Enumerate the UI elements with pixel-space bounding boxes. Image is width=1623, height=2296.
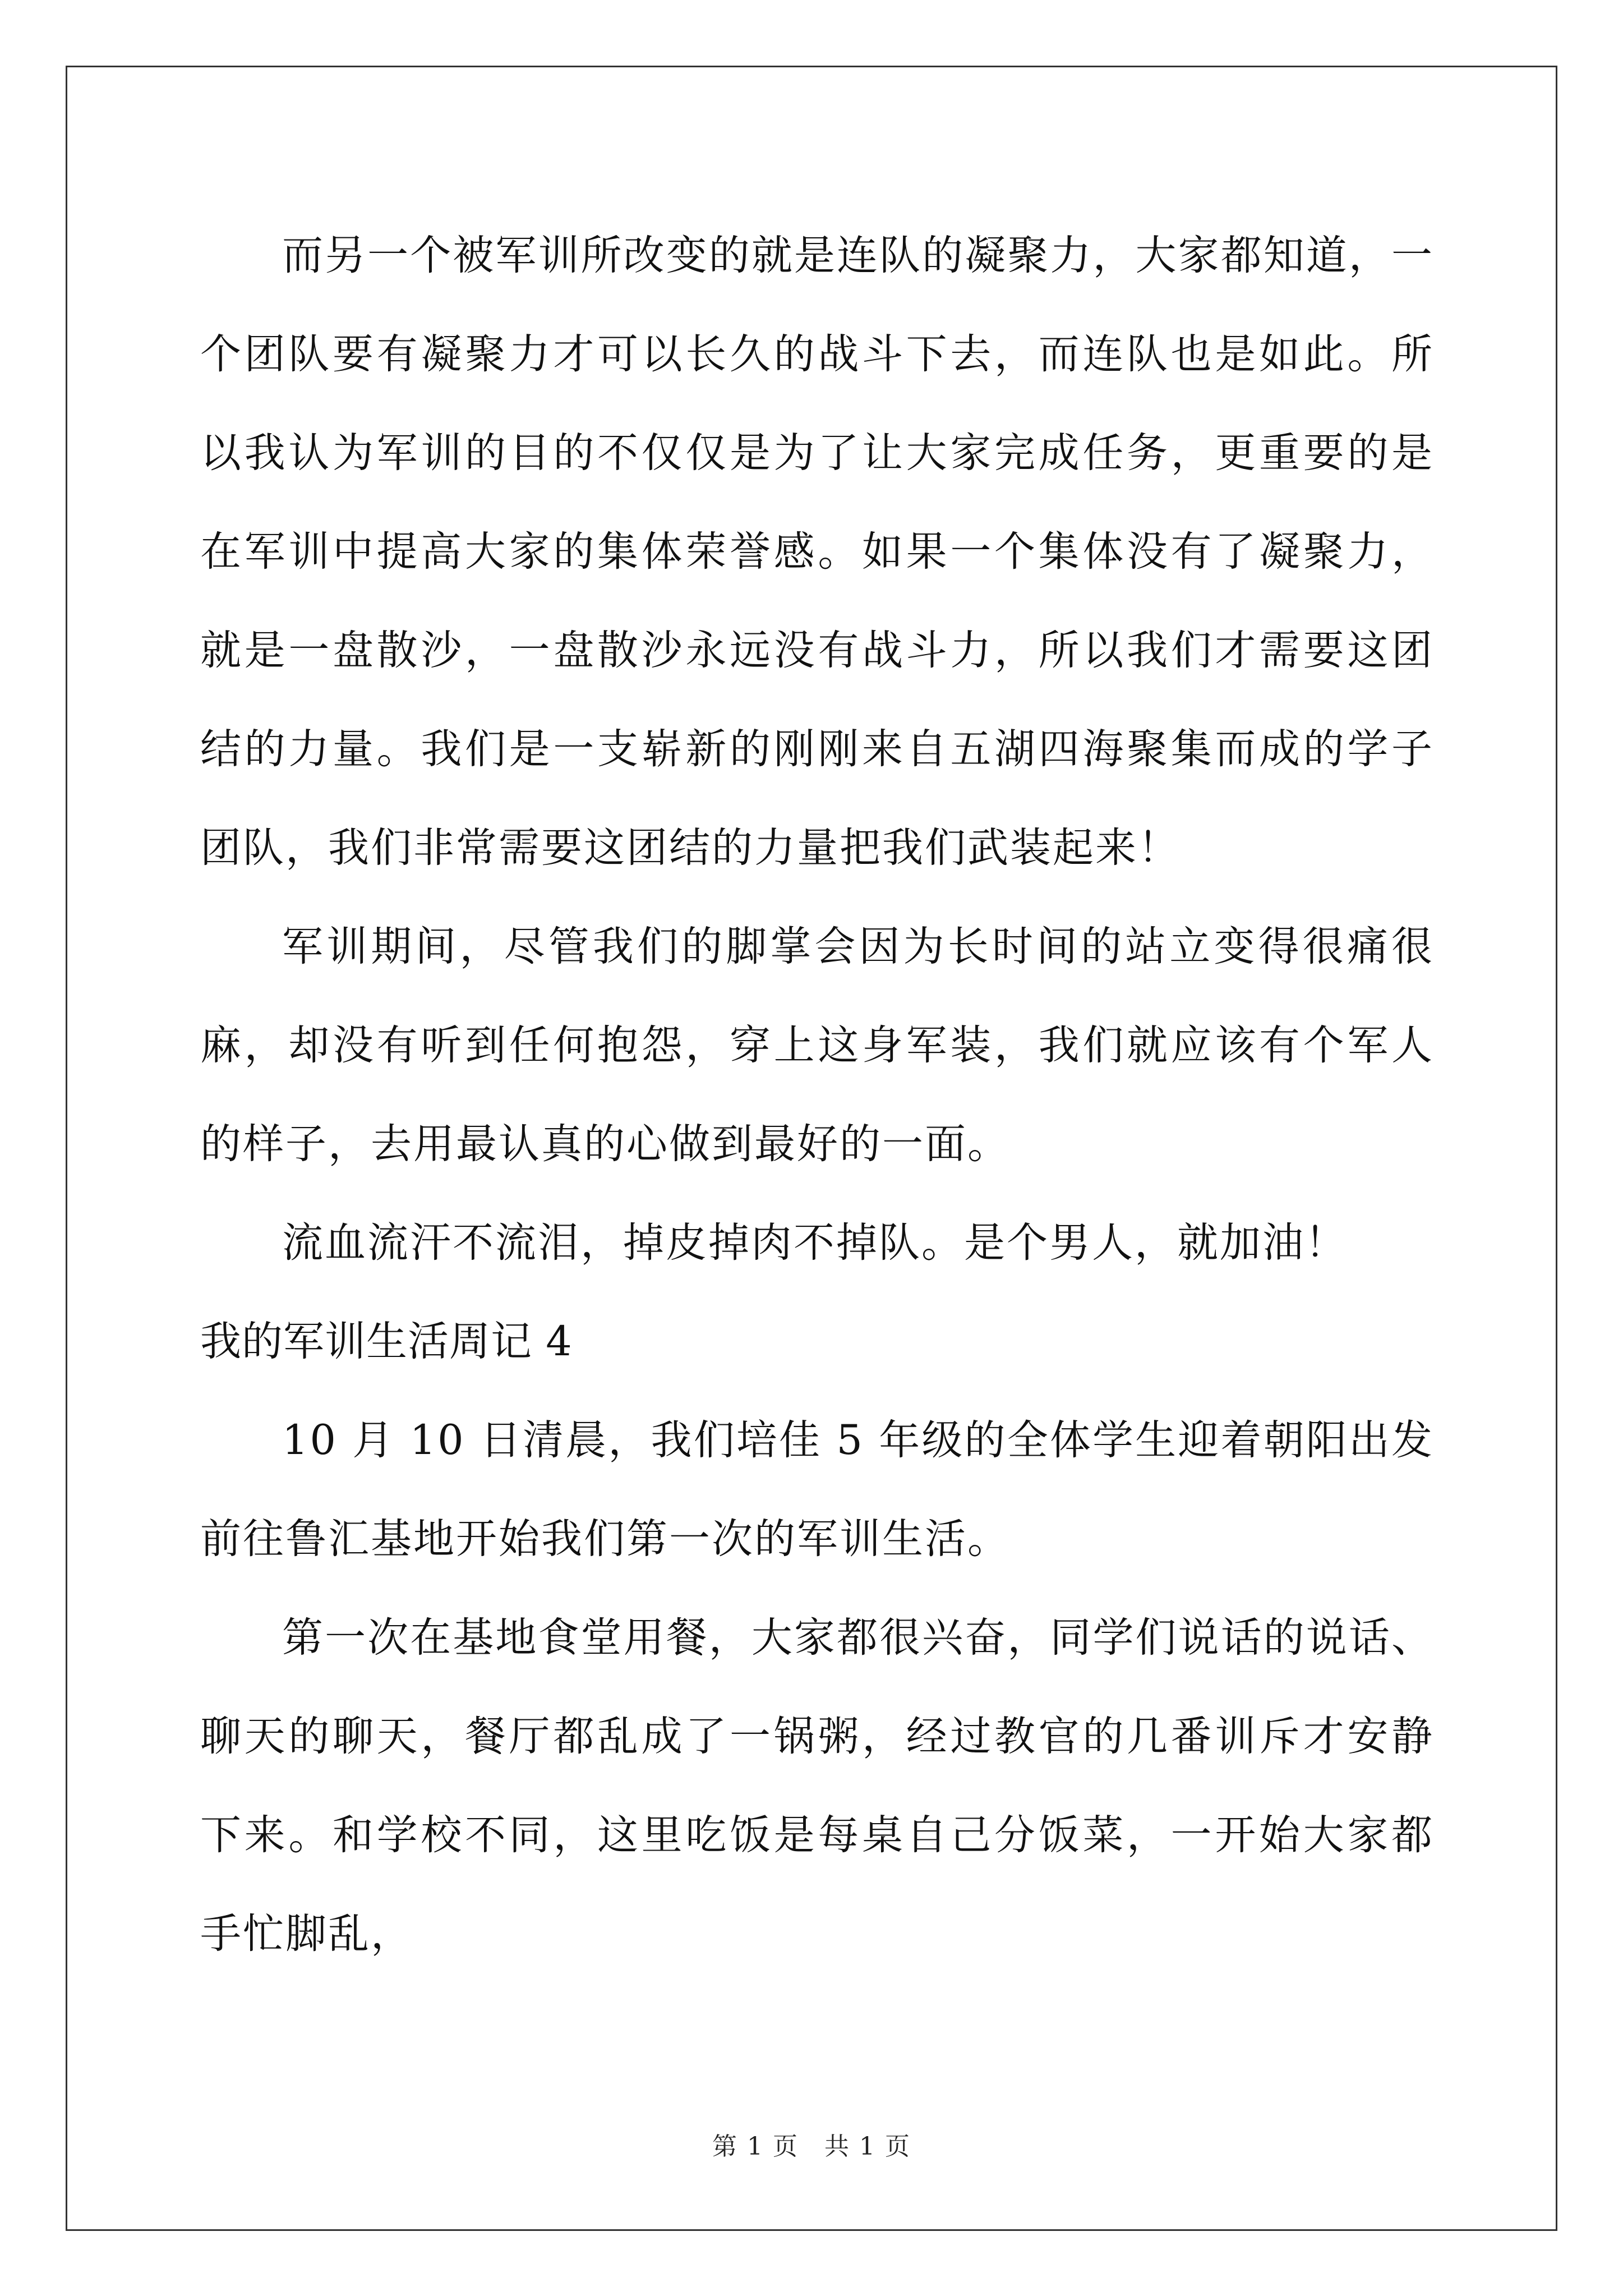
paragraph-slogan: 流血流汗不流泪，掉皮掉肉不掉队。是个男人，就加油！ xyxy=(282,1219,1348,1267)
paragraph-departure: 10 月 10 日清晨，我们培佳 5 年级的全体学生迎着朝阳出发前往鲁汇基地开始我们第一次的军训生活。 xyxy=(200,1416,1434,1563)
document-body xyxy=(200,206,1434,1984)
paragraph-cohesion: 而另一个被军训所改变的就是连队的凝聚力，大家都知道，一个团队要有凝聚力才可以长久的战斗下去，而连队也是如此。所以我认为军训的目的不仅仅是为了让大家完成任务，更重要的是在军训中提高大家的集体荣誉感。如果一个集体没有了凝聚力，就是一盘散沙，一盘散沙永远没有战斗力，所以我们才需要这团结的力量。我们是一支崭新的刚刚来自五湖四海聚集而成的学子团队，我们非常需要这团结的力量把我们武装起来！ xyxy=(200,232,1434,872)
page-number-footer: 第 1 页 共 1 页 xyxy=(712,2132,911,2161)
paragraph-endurance: 军训期间，尽管我们的脚掌会因为长时间的站立变得很痛很麻，却没有听到任何抱怨，穿上这身军装，我们就应该有个军人的样子，去用最认真的心做到最好的一面。 xyxy=(200,923,1434,1168)
section-title: 我的军训生活周记 4 xyxy=(200,1318,573,1365)
paragraph-canteen: 第一次在基地食堂用餐，大家都很兴奋，同学们说话的说话、聊天的聊天，餐厅都乱成了一锅粥，经过教官的几番训斥才安静下来。和学校不同，这里吃饭是每桌自己分饭菜，一开始大家都手忙脚乱， xyxy=(200,1614,1434,1958)
